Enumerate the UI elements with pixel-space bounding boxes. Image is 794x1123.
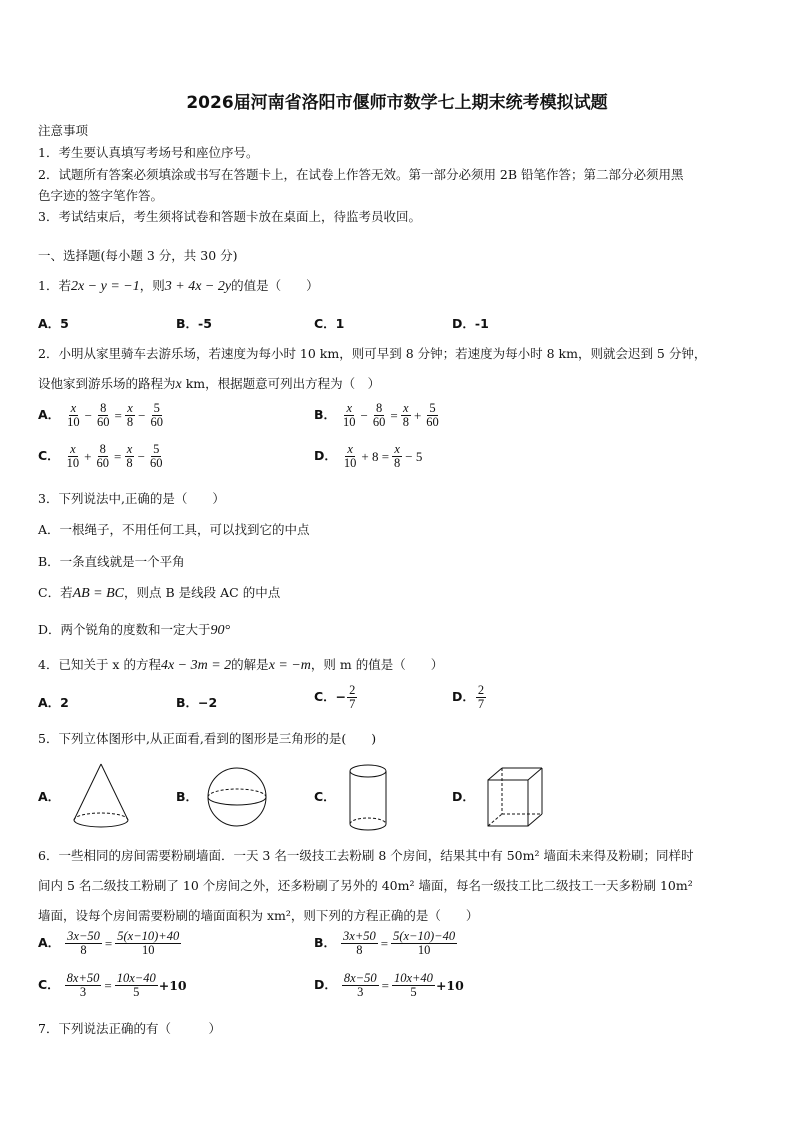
- notice-heading: 注意事项: [38, 123, 89, 138]
- q6-option-b[interactable]: B． $\frac{3x+50}{8}$ = $\frac{5(x-10)-40}{10}$: [314, 929, 456, 958]
- section-heading: 一、选择题(每小题 3 分，共 30 分): [38, 248, 238, 263]
- q1-option-d[interactable]: D．-1: [452, 316, 489, 331]
- question-2-line2: 设他家到游乐场的路程为x km，根据题意可列出方程为（ ）: [38, 376, 381, 392]
- question-1: 1．若2x − y = −1，则3 + 4x − 2y的值是（ ）: [38, 278, 319, 294]
- cone-icon: [68, 760, 134, 832]
- q4-option-a[interactable]: A．2: [38, 695, 69, 710]
- notice-item-3: 3．考试结束后，考生须将试卷和答题卡放在桌面上，待监考员收回。: [38, 209, 421, 224]
- q4-option-b[interactable]: B．−2: [176, 695, 218, 710]
- question-5: 5．下列立体图形中,从正面看,看到的图形是三角形的是( ): [38, 731, 377, 746]
- q3-option-d[interactable]: D．两个锐角的度数和一定大于90°: [38, 622, 231, 638]
- q3-option-a[interactable]: A．一根绳子，不用任何工具，可以找到它的中点: [38, 522, 310, 537]
- cuboid-icon: [485, 764, 545, 830]
- q1-expression: 3 + 4x − 2y: [164, 279, 232, 294]
- page-title: 2026届河南省洛阳市偃师市数学七上期末统考模拟试题: [186, 93, 608, 113]
- q1-option-a[interactable]: A．5: [38, 316, 69, 331]
- notice-item-2-cont: 色字迹的签字笔作答。: [38, 188, 164, 203]
- question-2-line1: 2．小明从家里骑车去游乐场，若速度为每小时 10 km，则可早到 8 分钟；若速度为每小时 8 km，则就会迟到 5 分钟，: [38, 346, 707, 361]
- sphere-icon: [205, 765, 269, 829]
- q1-option-c[interactable]: C．1: [314, 316, 345, 331]
- q6-option-c[interactable]: C． $\frac{8x+50}{3}$ = $\frac{10x-40}{5}$ +10: [38, 971, 187, 1000]
- q5-option-b[interactable]: B．: [176, 789, 199, 804]
- question-6-line2: 间内 5 名二级技工粉刷了 10 个房间之外，还多粉刷了另外的 40m² 墙面，每名一级技工比二级技工一天多粉刷 10m²: [38, 878, 693, 893]
- q2-option-b[interactable]: B． $\frac{x}{10}$ − $\frac{8}{60}$ = $\frac{x}{8}$ + $\frac{5}{60}$: [314, 401, 439, 430]
- q5-option-c[interactable]: C．: [314, 789, 336, 804]
- q5-option-d[interactable]: D．: [452, 789, 475, 804]
- q2-option-c[interactable]: C． $\frac{x}{10}$ + $\frac{8}{60}$ = $\frac{x}{8}$ − $\frac{5}{60}$: [38, 442, 163, 471]
- q4-option-d[interactable]: D． $\frac{2}{7}$: [452, 683, 485, 712]
- q6-option-a[interactable]: A． $\frac{3x-50}{8}$ = $\frac{5(x-10)+40}{10}$: [38, 929, 180, 958]
- question-3: 3．下列说法中,正确的是（ ）: [38, 491, 225, 506]
- question-7: 7．下列说法正确的有（ ）: [38, 1021, 221, 1036]
- q4-option-c[interactable]: C．− $\frac{2}{7}$: [314, 683, 356, 712]
- q1-equation: 2x − y = −1: [70, 279, 140, 294]
- q2-option-a[interactable]: A． $\frac{x}{10}$ − $\frac{8}{60}$ = $\frac{x}{8}$ − $\frac{5}{60}$: [38, 401, 163, 430]
- question-6-line1: 6．一些相同的房间需要粉刷墙面．一天 3 名一级技工去粉刷 8 个房间，结果其中有 50m² 墙面未来得及粉刷；同样时: [38, 848, 694, 863]
- cylinder-icon: [345, 762, 391, 834]
- question-6-line3: 墙面，设每个房间需要粉刷的墙面面积为 xm²，则下列的方程正确的是（ ）: [38, 908, 479, 923]
- question-4: 4．已知关于 x 的方程4x − 3m = 2的解是x = −m，则 m 的值是（ ）: [38, 657, 444, 673]
- q6-option-d[interactable]: D． $\frac{8x-50}{3}$ = $\frac{10x+40}{5}$ +10: [314, 971, 464, 1000]
- q2-option-d[interactable]: D． $\frac{x}{10}$ + 8 = $\frac{x}{8}$ − 5: [314, 442, 423, 471]
- q3-option-c[interactable]: C．若AB = BC，则点 B 是线段 AC 的中点: [38, 585, 281, 601]
- q5-option-a[interactable]: A．: [38, 789, 61, 804]
- q3-option-b[interactable]: B．一条直线就是一个平角: [38, 554, 185, 569]
- notice-item-2: 2．试题所有答案必须填涂或书写在答题卡上，在试卷上作答无效。第一部分必须用 2B 铅笔作答；第二部分必须用黑: [38, 167, 684, 182]
- q1-option-b[interactable]: B．-5: [176, 316, 212, 331]
- notice-item-1: 1．考生要认真填写考场号和座位序号。: [38, 145, 259, 160]
